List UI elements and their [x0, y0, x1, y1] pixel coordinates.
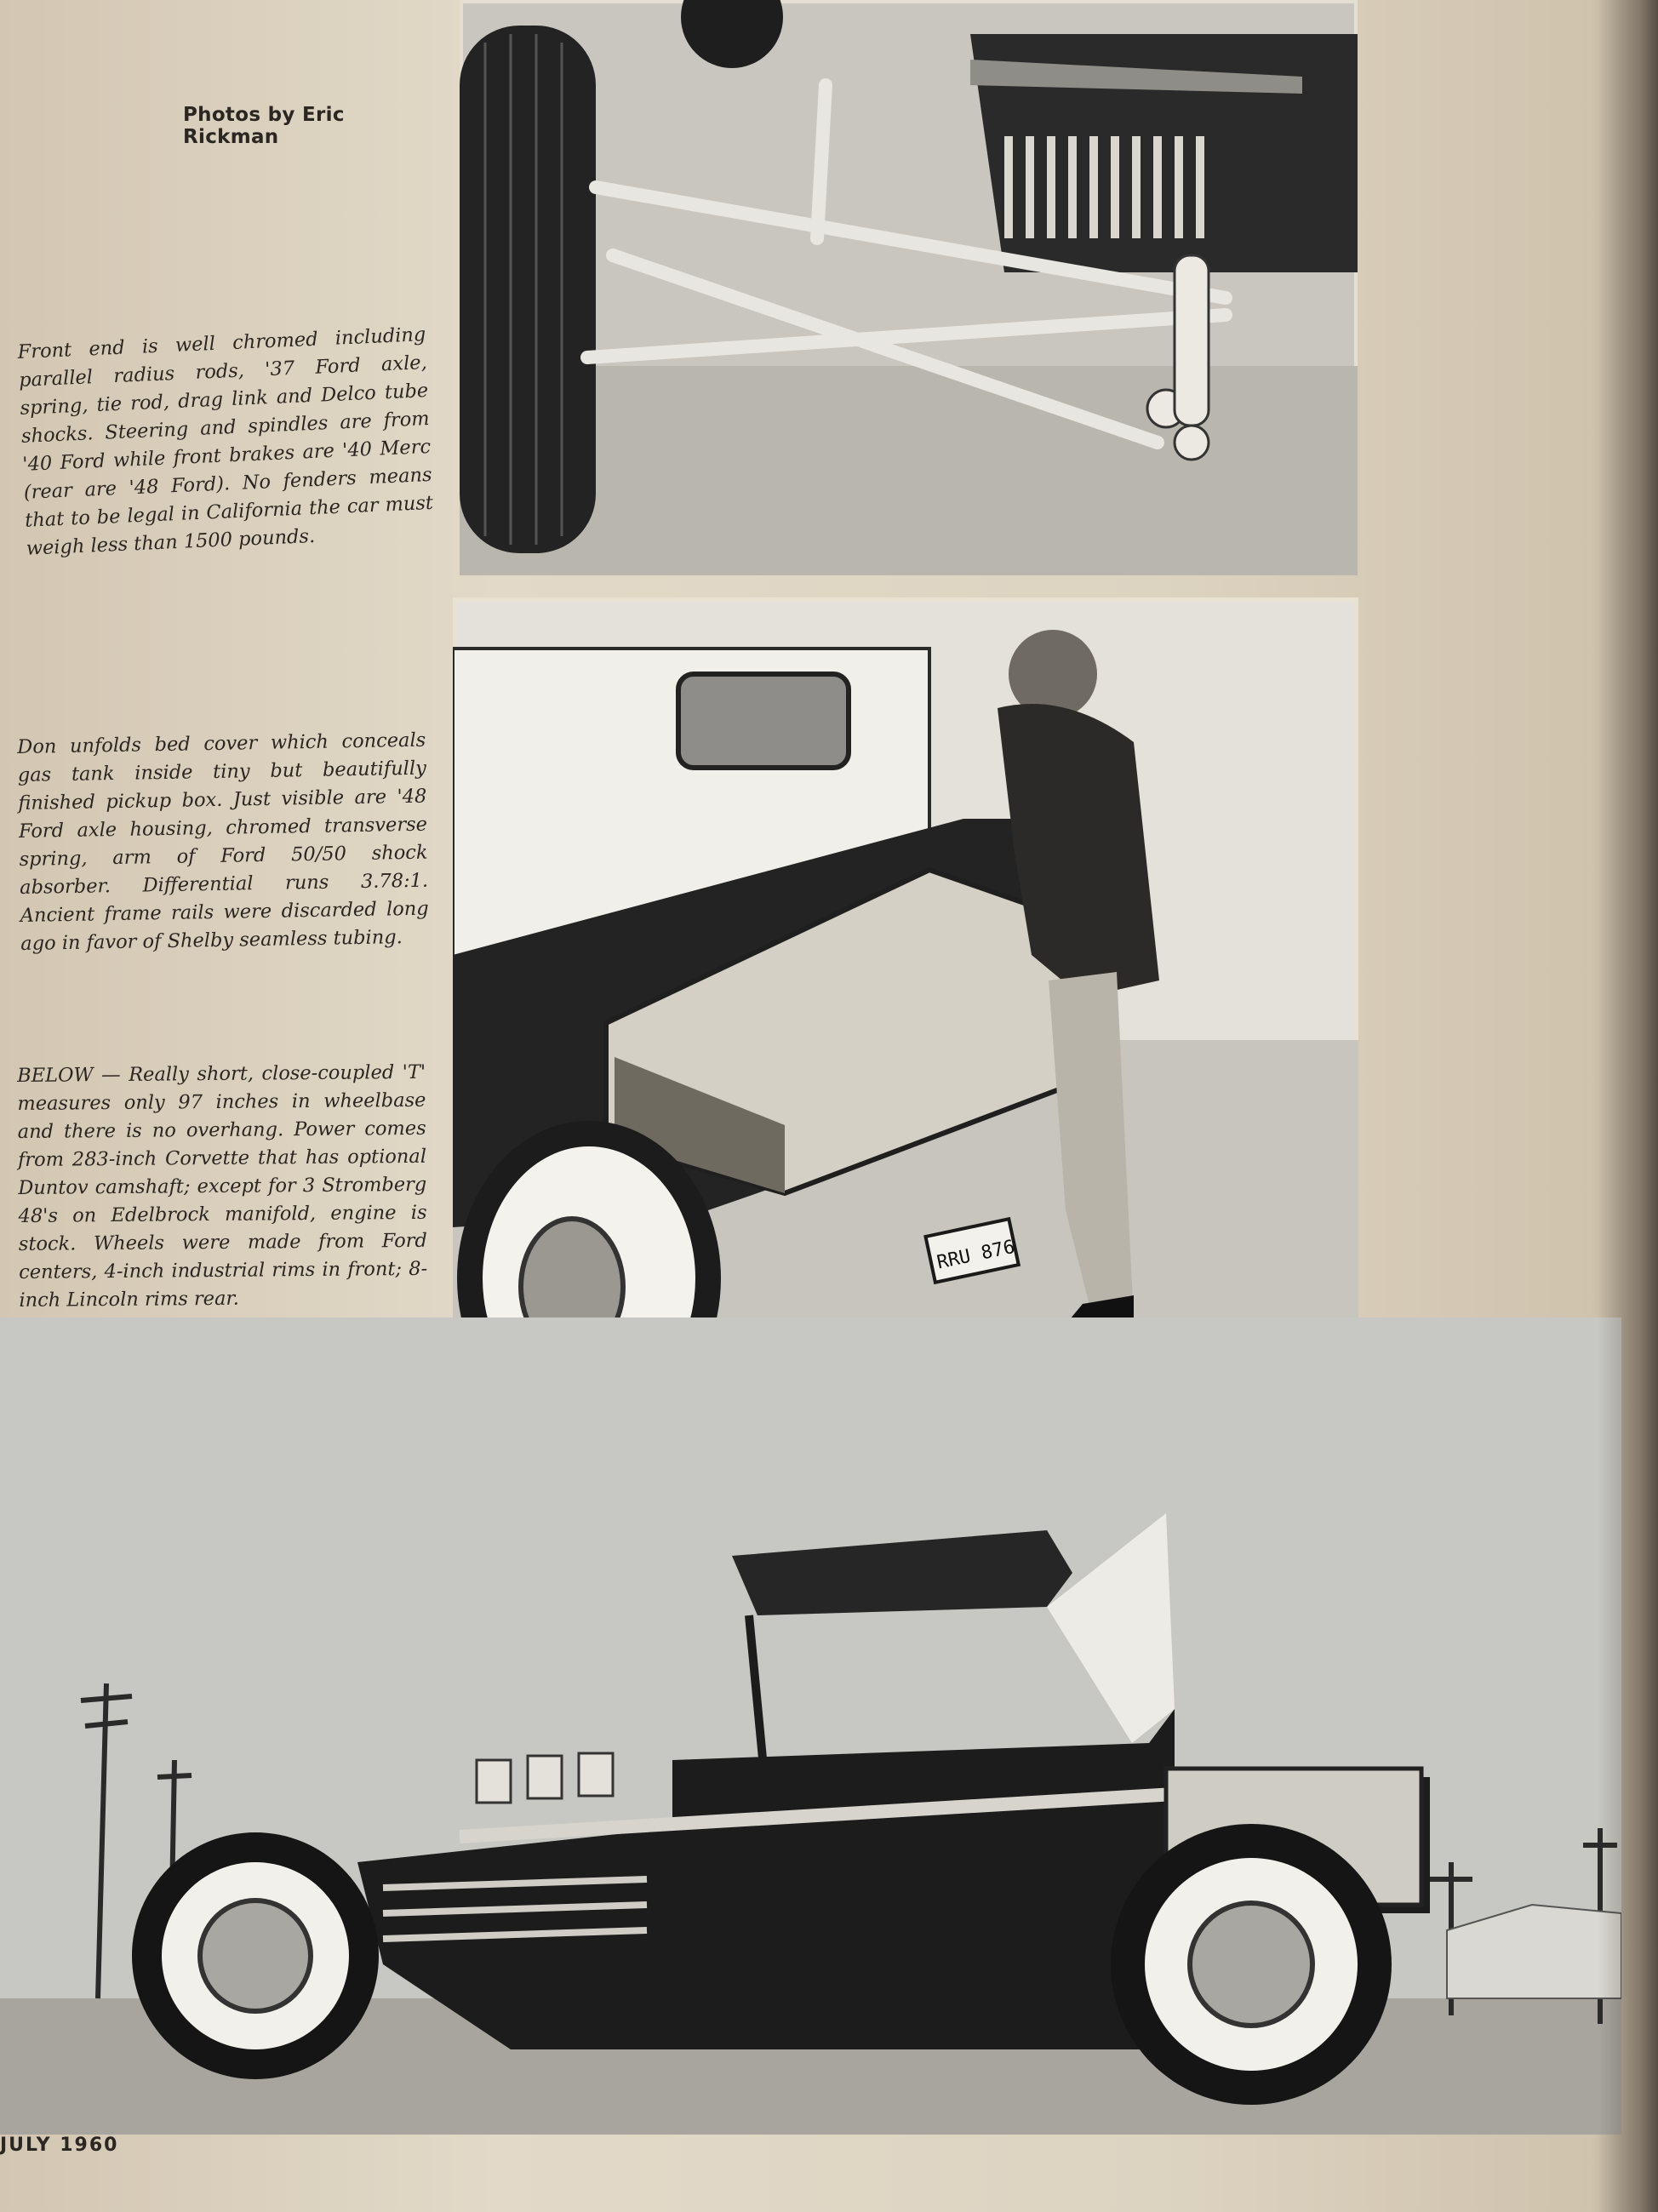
- photo-front-end: [460, 0, 1358, 575]
- caption-below: BELOW — Really short, close-coupled 'T' measures only 97 inches in wheelbase and there is no overhang. Power comes from 283-inch Corvette that has optional Duntov camshaft; except for 3 Stromberg 48's on Edelbrock manifold, engine is stock. Wheels were made from Ford centers, 4-inch industrial rims in front; 8-inch Lincoln rims rear.: [17, 1060, 428, 1312]
- caption-bed-cover: Don unfolds bed cover which conceals gas tank inside tiny but beautifully finished pickup box. Just visible are '48 Ford axle housing, chromed transverse spring, arm of Ford 50/50 shock absorber. Differential runs 3.78:1. Ancient frame rails were discarded long ago in favor of Shelby seamless tubing.: [17, 729, 429, 955]
- photo-bed-cover: [453, 597, 1358, 1423]
- page-spine-shadow: [1598, 0, 1658, 2212]
- folio: JULY 1960: [0, 2135, 119, 2156]
- photo-credit: Photos by Eric Rickman: [183, 104, 345, 148]
- photo-car-side: [0, 1317, 1621, 2135]
- caption-front-end: Front end is well chromed including parallel radius rods, '37 Ford axle, spring, tie rod, drag link and Delco tube shocks. Steering and spindles are from '40 Ford while front brakes are '40 Merc (rear are '48 Ford). No fenders means that to be legal in California the car must weigh less than 1500 pounds.: [17, 323, 434, 560]
- license-plate-text: RRU 876: [935, 1236, 1017, 1274]
